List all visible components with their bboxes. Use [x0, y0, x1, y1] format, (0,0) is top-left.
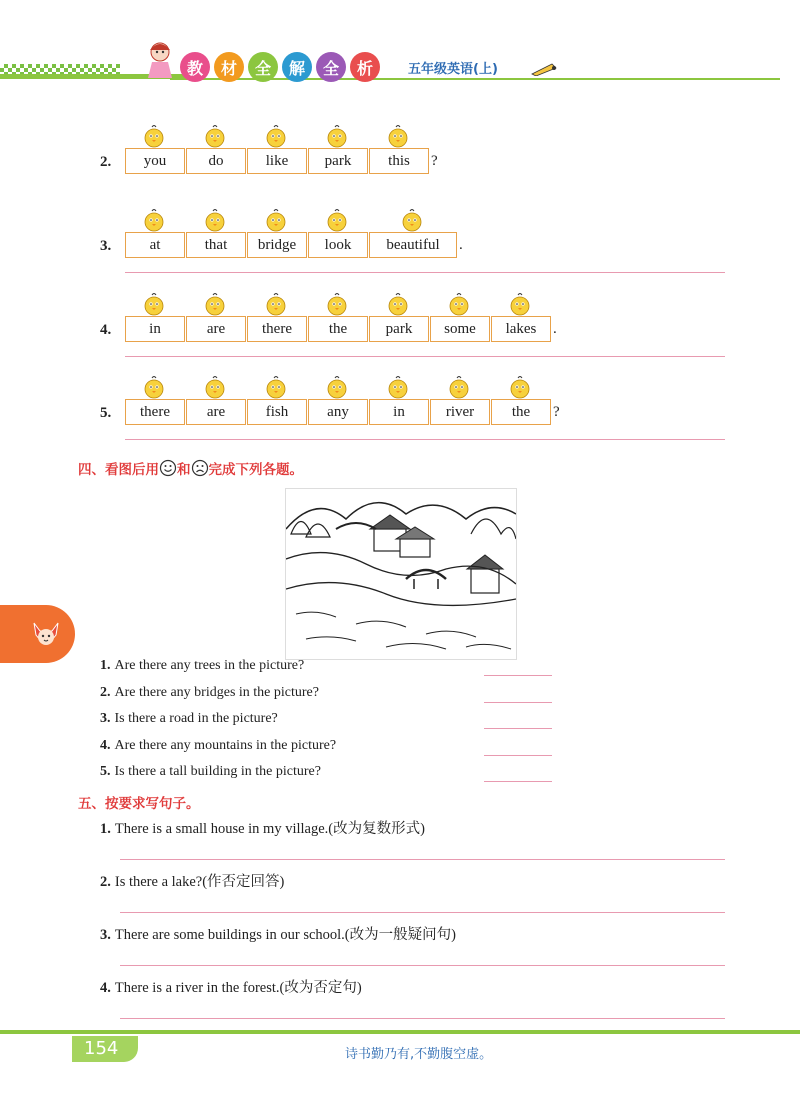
word-card[interactable]: bridge: [247, 232, 307, 258]
word-card[interactable]: in: [369, 399, 429, 425]
word-card[interactable]: do: [186, 148, 246, 174]
word-card[interactable]: river: [430, 399, 490, 425]
page-number: 154: [84, 1038, 119, 1059]
bird-icon: [202, 375, 228, 401]
answer-line[interactable]: [484, 781, 552, 782]
answer-line[interactable]: [120, 1018, 725, 1019]
bird-icon: [141, 208, 167, 234]
answer-line[interactable]: [120, 965, 725, 966]
item-number: 1.: [100, 821, 111, 837]
word-card[interactable]: lakes: [491, 316, 551, 342]
answer-line[interactable]: [120, 859, 725, 860]
word-card[interactable]: like: [247, 148, 307, 174]
section5-heading: 五、按要求写句子。: [78, 796, 200, 812]
item-number: 2.: [100, 874, 111, 890]
question-text: Are there any bridges in the picture?: [114, 684, 319, 700]
question-text: Is there a tall building in the picture?: [114, 764, 321, 779]
sentence-end-punctuation: .: [553, 321, 557, 337]
bird-icon: [385, 124, 411, 150]
question-number: 5.: [100, 764, 111, 779]
picture-question: [100, 711, 278, 727]
picture-question: [100, 738, 336, 754]
word-card[interactable]: are: [186, 316, 246, 342]
village-scene-picture: [285, 488, 517, 660]
bird-icon: [202, 124, 228, 150]
header-title-char: 教: [180, 52, 210, 82]
word-card[interactable]: in: [125, 316, 185, 342]
rewrite-item: [100, 817, 425, 838]
bird-icon: [507, 292, 533, 318]
bird-icon: [399, 208, 425, 234]
section4-heading-mid: 和: [177, 462, 191, 478]
word-card[interactable]: the: [308, 316, 368, 342]
answer-line[interactable]: [120, 912, 725, 913]
rewrite-item: [100, 923, 456, 944]
item-text: There is a small house in my village.(改为复数形式): [114, 821, 425, 837]
bird-icon: [202, 292, 228, 318]
question-text: Are there any mountains in the picture?: [114, 737, 337, 753]
item-text: There is a river in the forest.(改为否定句): [114, 980, 362, 996]
item-number: 3.: [100, 927, 111, 943]
answer-line[interactable]: [484, 755, 552, 756]
question-number: 3.: [100, 711, 111, 726]
bird-icon: [324, 124, 350, 150]
answer-line[interactable]: [484, 675, 552, 676]
answer-line[interactable]: [125, 272, 725, 273]
answer-line[interactable]: [484, 702, 552, 703]
bird-icon: [263, 375, 289, 401]
header-title-char: 析: [350, 52, 380, 82]
smiley-face-icon: [159, 459, 177, 477]
question-number: 1.: [100, 658, 111, 673]
word-card[interactable]: beautiful: [369, 232, 457, 258]
bird-icon: [263, 208, 289, 234]
word-card[interactable]: there: [125, 399, 185, 425]
word-card[interactable]: there: [247, 316, 307, 342]
word-card[interactable]: any: [308, 399, 368, 425]
sentence-end-punctuation: ?: [553, 404, 560, 420]
fox-mascot-icon: [30, 617, 62, 651]
picture-question: [100, 764, 321, 780]
answer-line[interactable]: [484, 728, 552, 729]
answer-line[interactable]: [125, 439, 725, 440]
word-card[interactable]: are: [186, 399, 246, 425]
bird-icon: [141, 292, 167, 318]
header-title-char: 全: [248, 52, 278, 82]
sentence-end-punctuation: .: [459, 237, 463, 253]
question-text: Are there any trees in the picture?: [114, 658, 305, 673]
item-text: There are some buildings in our school.(改为一般疑问句): [114, 927, 456, 943]
section4-heading-prefix: 四、看图后用: [78, 462, 159, 478]
bird-icon: [324, 292, 350, 318]
bird-icon: [324, 208, 350, 234]
word-card[interactable]: at: [125, 232, 185, 258]
bird-icon: [446, 375, 472, 401]
bird-icon: [507, 375, 533, 401]
bird-icon: [141, 124, 167, 150]
rewrite-item: [100, 870, 284, 891]
bird-icon: [141, 375, 167, 401]
footer-motto: 诗书勤乃有,不勤腹空虚。: [345, 1047, 493, 1062]
word-card[interactable]: that: [186, 232, 246, 258]
item-number: 4.: [100, 980, 111, 996]
sentence-number: 4.: [100, 322, 112, 338]
item-text: Is there a lake?(作否定回答): [114, 874, 285, 890]
word-card[interactable]: park: [369, 316, 429, 342]
header-title: [180, 52, 380, 82]
pencil-icon: [530, 60, 560, 76]
question-number: 4.: [100, 737, 111, 753]
header-title-char: 材: [214, 52, 244, 82]
answer-line[interactable]: [125, 356, 725, 357]
header-title-char: 解: [282, 52, 312, 82]
picture-question: [100, 685, 319, 701]
footer-green-rule: [0, 1030, 800, 1034]
bird-icon: [263, 292, 289, 318]
bird-icon: [385, 375, 411, 401]
word-card[interactable]: some: [430, 316, 490, 342]
word-card[interactable]: fish: [247, 399, 307, 425]
girl-mascot-icon: [140, 38, 180, 80]
word-card[interactable]: this: [369, 148, 429, 174]
word-card[interactable]: park: [308, 148, 368, 174]
sad-face-icon: [191, 459, 209, 477]
question-text: Is there a road in the picture?: [114, 711, 278, 726]
word-card[interactable]: look: [308, 232, 368, 258]
header-subtitle: 五年级英语(上): [408, 62, 498, 77]
sentence-number: 3.: [100, 238, 112, 254]
section4-heading-suffix: 完成下列各题。: [208, 462, 303, 478]
sentence-number: 2.: [100, 154, 112, 170]
header-title-char: 全: [316, 52, 346, 82]
picture-question: [100, 658, 304, 674]
word-card[interactable]: you: [125, 148, 185, 174]
bird-icon: [385, 292, 411, 318]
bird-icon: [446, 292, 472, 318]
bird-icon: [324, 375, 350, 401]
word-card[interactable]: the: [491, 399, 551, 425]
bird-icon: [202, 208, 228, 234]
sentence-end-punctuation: ?: [431, 153, 438, 169]
question-number: 2.: [100, 684, 111, 700]
section4-heading: [78, 458, 303, 478]
bird-icon: [263, 124, 289, 150]
rewrite-item: [100, 976, 362, 997]
sentence-number: 5.: [100, 405, 112, 421]
